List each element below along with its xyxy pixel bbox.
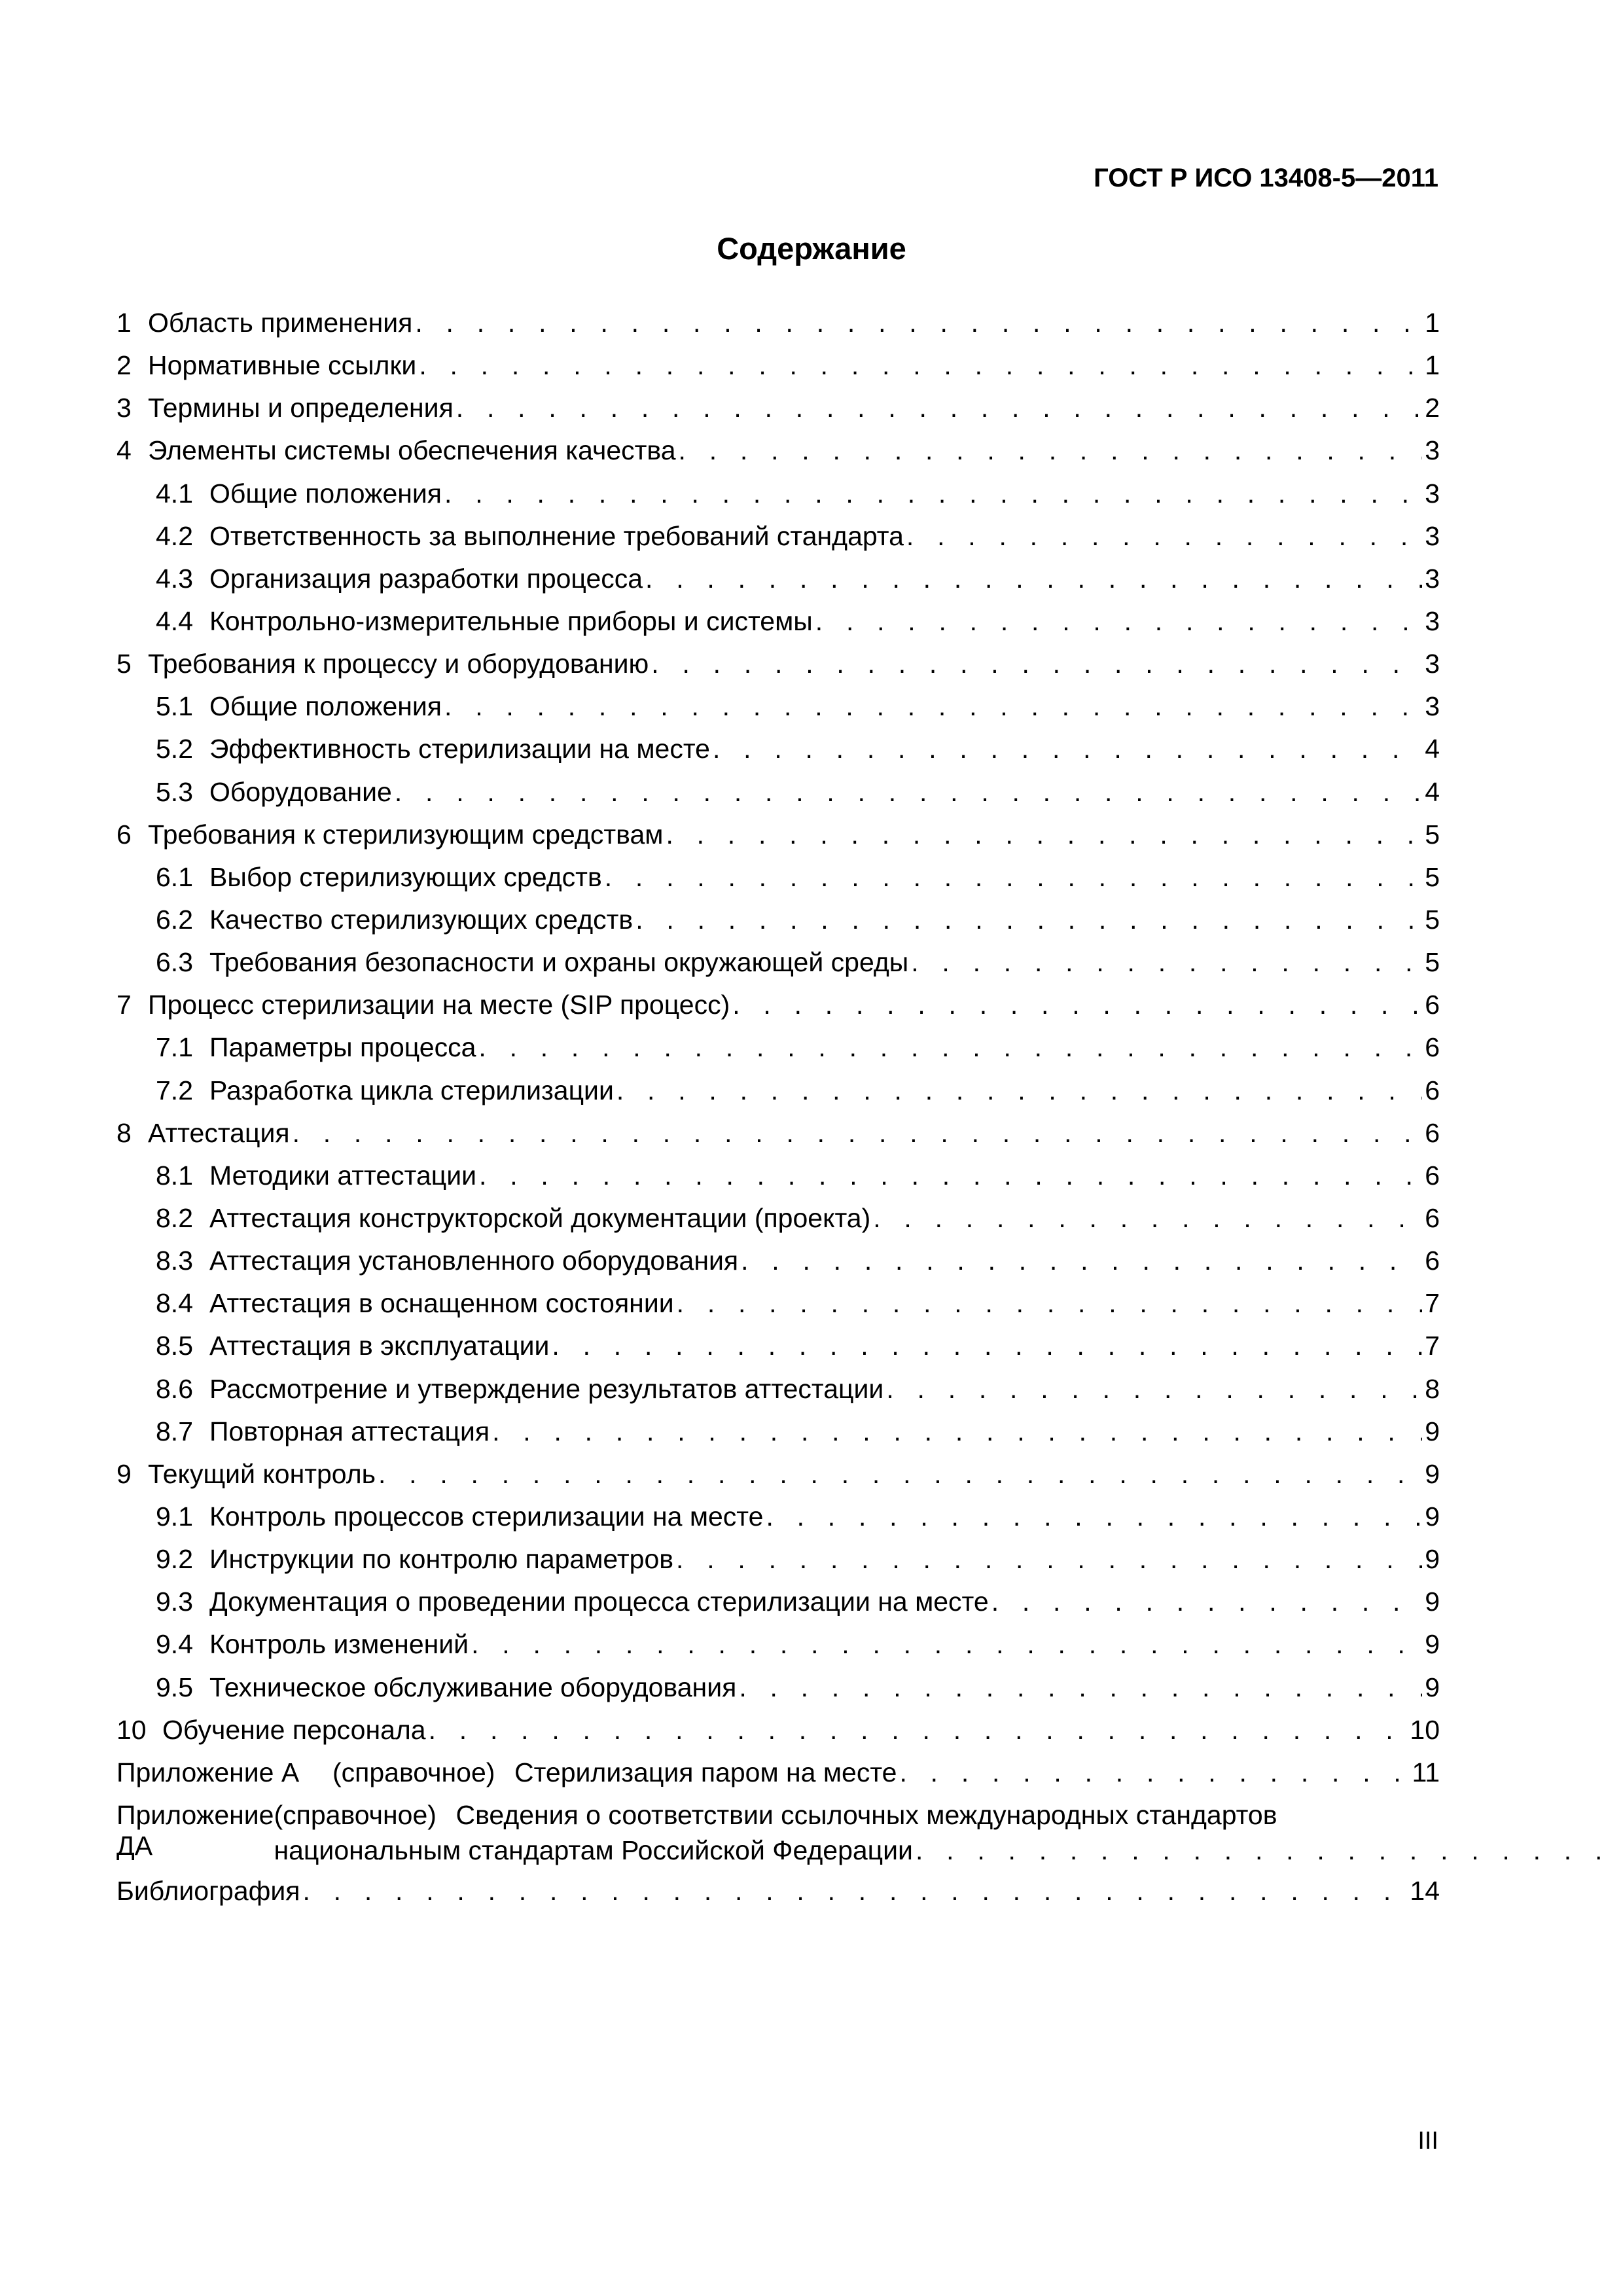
leader-dots [471,1629,1422,1660]
toc-entry[interactable] [116,734,1440,776]
toc-entry-number: 9.3 [156,1587,193,1617]
page-title: Содержание [717,231,906,266]
toc-entry-title: Повторная аттестация [209,1416,490,1446]
leader-dots [444,478,1422,509]
toc-entry-title: Область применения [148,308,413,338]
toc-entry[interactable] [116,1459,1440,1501]
toc-entry[interactable] [116,777,1440,819]
leader-dots [645,564,1422,594]
toc-entry-title: Контроль процессов стерилизации на месте [209,1501,764,1532]
toc-entry-number: 7 [116,990,132,1020]
toc-entry[interactable] [116,862,1440,905]
toc-entry-number: 5 [116,649,132,679]
toc-entry-title: Эффективность стерилизации на месте [209,734,710,764]
leader-dots [605,862,1422,893]
toc-entry-number: 7.2 [156,1075,193,1105]
toc-entry-title: Контроль изменений [209,1629,469,1660]
appendix-title: Стерилизация паром на месте [514,1757,897,1787]
toc-entry-number: 9.4 [156,1629,193,1660]
page-number: 3 [1425,605,1440,636]
toc-entry[interactable] [116,393,1440,435]
leader-dots [302,1876,1407,1907]
toc-entry[interactable] [116,1118,1440,1160]
page-number: 6 [1425,1117,1440,1148]
toc-entry-number: 2 [116,350,132,381]
toc-entry[interactable] [116,1416,1440,1459]
toc-entry-title: Текущий контроль [148,1458,376,1489]
toc-entry[interactable] [116,1331,1440,1373]
bibliography-title: Библиография [116,1875,300,1906]
toc-entry[interactable] [116,521,1440,564]
toc-entry-number: 10 [116,1714,147,1745]
toc-entry-title: Качество стерилизующих средств [209,904,633,935]
toc-entry[interactable] [116,990,1440,1032]
toc-entry[interactable] [116,649,1440,691]
toc-entry-number: 5.1 [156,691,193,722]
toc-entry[interactable] [116,1075,1440,1118]
toc-entry-number: 8.6 [156,1373,193,1404]
page-number: 9 [1425,1629,1440,1660]
page-number: 9 [1425,1544,1440,1575]
leader-dots [739,1672,1422,1703]
leader-dots [444,691,1422,722]
page-number: 3 [1425,478,1440,509]
appendix-title-line1: Сведения о соответствии ссылочных международных стандартов [455,1799,1277,1830]
toc-entry[interactable] [116,1544,1440,1587]
toc-entry-number: 6.3 [156,947,193,978]
toc-entry[interactable] [116,1246,1440,1288]
page-number: 5 [1425,947,1440,978]
page-number: 10 [1410,1714,1440,1745]
toc-entry-title: Элементы системы обеспечения качества [148,435,676,466]
toc-entry-number: 9.2 [156,1544,193,1575]
toc-entry-number: 4.3 [156,563,193,594]
toc-entry-title: Рассмотрение и утверждение результатов аттестации [209,1373,884,1404]
page-number: 6 [1425,1160,1440,1191]
toc-entry[interactable] [116,905,1440,947]
toc-entry[interactable] [116,606,1440,649]
toc-bibliography[interactable] [116,1876,1440,1918]
toc-entry-number: 4.2 [156,520,193,551]
toc-entry-number: 8.5 [156,1331,193,1361]
toc-entry-title: Документация о проведении процесса стерилизации на месте [209,1587,989,1617]
toc-entry-number: 5.2 [156,734,193,764]
page-number: 6 [1425,1075,1440,1105]
toc-entry-number: 4.4 [156,605,193,636]
leader-dots [378,1459,1422,1490]
toc-entry-number: 6.2 [156,904,193,935]
leader-dots [991,1587,1423,1617]
leader-dots [478,1032,1422,1063]
toc-entry[interactable] [116,1715,1440,1757]
leader-dots [635,905,1422,935]
page-number: 14 [1410,1875,1440,1906]
toc-entry[interactable] [116,947,1440,990]
toc-entry-title: Процесс стерилизации на месте (SIP процесс) [148,990,730,1020]
toc-entry[interactable] [116,1160,1440,1203]
toc-entry[interactable] [116,1501,1440,1544]
toc-entry[interactable] [116,1374,1440,1416]
toc-entry[interactable] [116,350,1440,393]
toc-entry[interactable] [116,435,1440,478]
toc-appendix-da[interactable] [116,1800,1440,1876]
toc-entry-number: 6 [116,819,132,850]
toc-entry-number: 8 [116,1117,132,1148]
leader-dots [479,1160,1422,1191]
leader-dots [873,1203,1422,1234]
leader-dots [677,1288,1423,1319]
appendix-note: (справочное) [274,1799,437,1830]
page-number: 3 [1425,691,1440,722]
toc-entry-title: Аттестация установленного оборудования [209,1246,739,1276]
toc-entry[interactable] [116,478,1440,521]
toc-entry-title: Аттестация [148,1117,290,1148]
toc-entry[interactable] [116,1032,1440,1075]
page-number: 6 [1425,1032,1440,1063]
leader-dots [899,1757,1409,1788]
toc-entry-title: Аттестация конструкторской документации (проекта) [209,1202,871,1233]
toc-entry[interactable] [116,564,1440,606]
appendix-label: Приложение ДА [116,1799,274,1861]
toc-entry-number: 8.7 [156,1416,193,1446]
page-number: 4 [1425,776,1440,807]
leader-dots [916,1835,1623,1866]
page-footer-number: III [1418,2127,1438,2155]
toc-entry-number: 9.5 [156,1672,193,1702]
page-number: 3 [1425,435,1440,466]
toc-entry-title: Выбор стерилизующих средств [209,861,602,892]
page-number: 6 [1425,1246,1440,1276]
toc-entry-title: Обучение персонала [162,1714,426,1745]
toc-entry-title: Общие положения [209,478,442,509]
leader-dots [419,350,1422,381]
page-number: 1 [1425,308,1440,338]
page-number: 8 [1425,1373,1440,1404]
page-number: 11 [1412,1757,1440,1787]
toc-entry-title: Методики аттестации [209,1160,477,1191]
leader-dots [676,1544,1422,1575]
toc-entry-title: Общие положения [209,691,442,722]
leader-dots [906,521,1422,552]
toc-entry-number: 1 [116,308,132,338]
toc-entry-title: Контрольно-измерительные приборы и системы [209,605,813,636]
leader-dots [911,947,1422,978]
toc-entry-number: 5.3 [156,776,193,807]
page-number: 4 [1425,734,1440,764]
leader-dots [713,734,1422,764]
toc-entry[interactable] [116,1672,1440,1715]
leader-dots [666,819,1422,850]
page-number: 5 [1425,904,1440,935]
leader-dots [741,1246,1422,1276]
toc-entry[interactable] [116,1288,1440,1331]
toc-entry[interactable] [116,1203,1440,1246]
leader-dots [415,308,1422,338]
page-number: 9 [1425,1672,1440,1702]
toc-entry-title: Разработка цикла стерилизации [209,1075,614,1105]
leader-dots [679,435,1423,466]
leader-dots [732,990,1422,1020]
document-code: ГОСТ Р ИСО 13408-5—2011 [1094,164,1438,192]
toc-entry-number: 6.1 [156,861,193,892]
toc-entry[interactable] [116,819,1440,862]
page-number: 9 [1425,1501,1440,1532]
toc-entry-number: 8.4 [156,1288,193,1319]
toc-entry[interactable] [116,308,1440,350]
page-number: 5 [1425,819,1440,850]
leader-dots [456,393,1422,423]
leader-dots [293,1118,1423,1149]
toc-entry-number: 3 [116,393,132,423]
toc-entry-number: 7.1 [156,1032,193,1063]
leader-dots [616,1075,1422,1106]
leader-dots [395,777,1422,808]
leader-dots [651,649,1422,679]
page-number: 2 [1425,393,1440,423]
page-number: 3 [1425,563,1440,594]
toc-entry-number: 4.1 [156,478,193,509]
toc-entry-title: Нормативные ссылки [148,350,417,381]
page-number: 3 [1425,520,1440,551]
page-number: 9 [1425,1587,1440,1617]
page-number: 6 [1425,990,1440,1020]
page-number: 9 [1425,1458,1440,1489]
leader-dots [492,1416,1422,1447]
toc-entry-number: 8.1 [156,1160,193,1191]
toc-entry-number: 4 [116,435,132,466]
page-number: 7 [1425,1288,1440,1319]
page-number: 7 [1425,1331,1440,1361]
toc-entry-title: Требования к процессу и оборудованию [148,649,649,679]
toc-entry-title: Аттестация в оснащенном состоянии [209,1288,674,1319]
toc-entry[interactable] [116,691,1440,734]
toc-entry-title: Термины и определения [148,393,454,423]
page-number: 5 [1425,861,1440,892]
toc-entry-title: Оборудование [209,776,392,807]
page-number: 3 [1425,649,1440,679]
toc-entry-title: Требования безопасности и охраны окружающей среды [209,947,909,978]
toc-entry-number: 9.1 [156,1501,193,1532]
leader-dots [429,1715,1408,1746]
leader-dots [766,1501,1422,1532]
leader-dots [815,606,1422,637]
toc-entry-title: Инструкции по контролю параметров [209,1544,674,1575]
page-number: 9 [1425,1416,1440,1446]
toc-entry[interactable] [116,1629,1440,1672]
toc-entry-title: Аттестация в эксплуатации [209,1331,550,1361]
leader-dots [886,1374,1422,1405]
toc-entry-number: 9 [116,1458,132,1489]
toc-entry-title: Техническое обслуживание оборудования [209,1672,737,1702]
toc-entry-title: Параметры процесса [209,1032,476,1063]
page-number: 6 [1425,1202,1440,1233]
toc-entry-title: Ответственность за выполнение требований стандарта [209,520,904,551]
toc-entry-number: 8.2 [156,1202,193,1233]
toc-entry-title: Требования к стерилизующим средствам [148,819,664,850]
appendix-label: Приложение А [116,1757,300,1787]
toc-entry[interactable] [116,1587,1440,1629]
table-of-contents [116,308,1440,1918]
toc-appendix-a[interactable] [116,1757,1440,1800]
appendix-note: (справочное) [332,1757,495,1787]
toc-entry-title: Организация разработки процесса [209,563,643,594]
toc-entry-number: 8.3 [156,1246,193,1276]
leader-dots [552,1331,1422,1361]
page-number: 1 [1425,350,1440,381]
appendix-title-line2: национальным стандартам Российской Федерации [274,1835,913,1865]
